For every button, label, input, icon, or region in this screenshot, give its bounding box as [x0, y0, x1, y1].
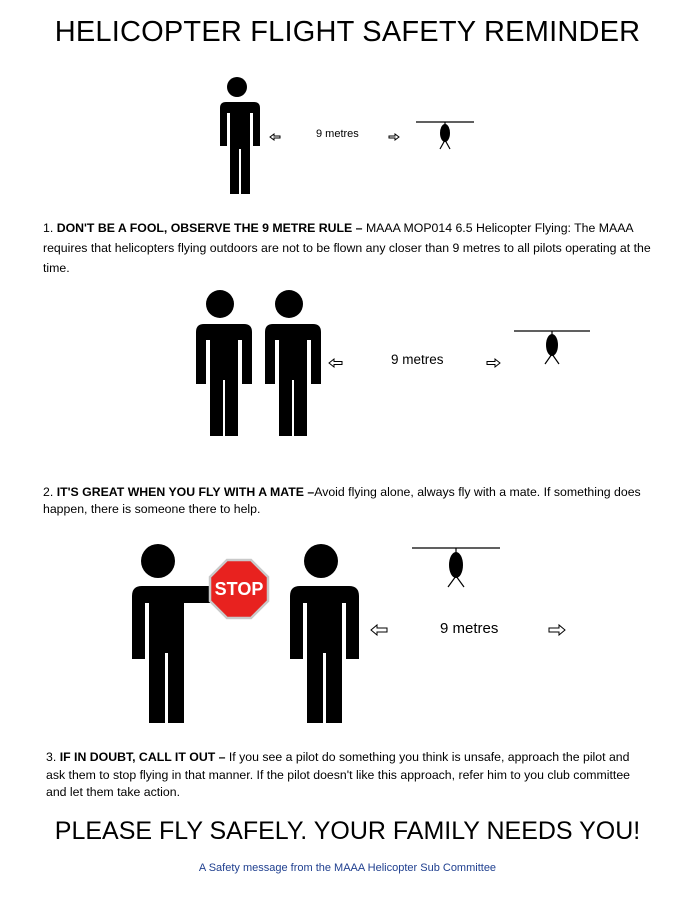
left-arrow-icon: [270, 134, 280, 140]
figure-stop-sign: [104, 536, 584, 732]
rule-3-number: 3.: [46, 750, 57, 764]
rule-1-body: MAAA MOP014 6.5 Helicopter Flying: The MAAA requires that helicopters flying outdoors are not to be flown any closer than 9 metres to all pilots operating at the time.: [43, 221, 651, 275]
rule-2-body: Avoid flying alone, always fly with a mate. If something does happen, there is someone there to help.: [43, 485, 641, 516]
closing-message: PLEASE FLY SAFELY. YOUR FAMILY NEEDS YOU!: [54, 817, 641, 845]
stop-sign-text: STOP: [214, 579, 264, 599]
right-arrow-icon: [549, 625, 565, 635]
left-arrow-icon: [329, 359, 342, 367]
person-icon: [196, 290, 252, 436]
figure-two-pilots: [96, 286, 596, 442]
page-title: HELICOPTER FLIGHT SAFETY REMINDER: [54, 16, 641, 48]
right-arrow-icon: [487, 359, 500, 367]
rule-2: [43, 484, 653, 518]
helicopter-icon: [514, 331, 590, 364]
rule-3: [46, 749, 646, 802]
footer-credit: A Safety message from the MAAA Helicopter Sub Committee: [198, 862, 497, 874]
person-icon: [220, 77, 260, 194]
person-icon: [128, 544, 218, 723]
rule-1-number: 1.: [43, 221, 54, 235]
person-icon: [290, 544, 359, 723]
rule-2-number: 2.: [43, 485, 54, 499]
rule-1-heading: DON'T BE A FOOL, OBSERVE THE 9 METRE RULE –: [56, 221, 363, 235]
rule-3-body: If you see a pilot do something you think is unsafe, approach the pilot and ask them to stop flying in that manner. If the pilot doesn't like this approach, refer him to you club committee and let them take action.: [46, 750, 631, 799]
helicopter-icon: [416, 122, 474, 149]
stop-sign-icon: [210, 560, 268, 618]
rule-1: [43, 218, 653, 278]
rule-2-heading: IT'S GREAT WHEN YOU FLY WITH A MATE –: [56, 485, 315, 499]
rule-3-heading: IF IN DOUBT, CALL IT OUT –: [59, 750, 226, 764]
distance-label: 9 metres: [440, 620, 499, 637]
helicopter-icon: [412, 548, 500, 587]
right-arrow-icon: [389, 134, 399, 140]
distance-label: 9 metres: [316, 128, 359, 140]
distance-label: 9 metres: [391, 352, 444, 367]
left-arrow-icon: [371, 625, 387, 635]
person-icon: [265, 290, 321, 436]
figure-single-pilot: [200, 66, 480, 202]
